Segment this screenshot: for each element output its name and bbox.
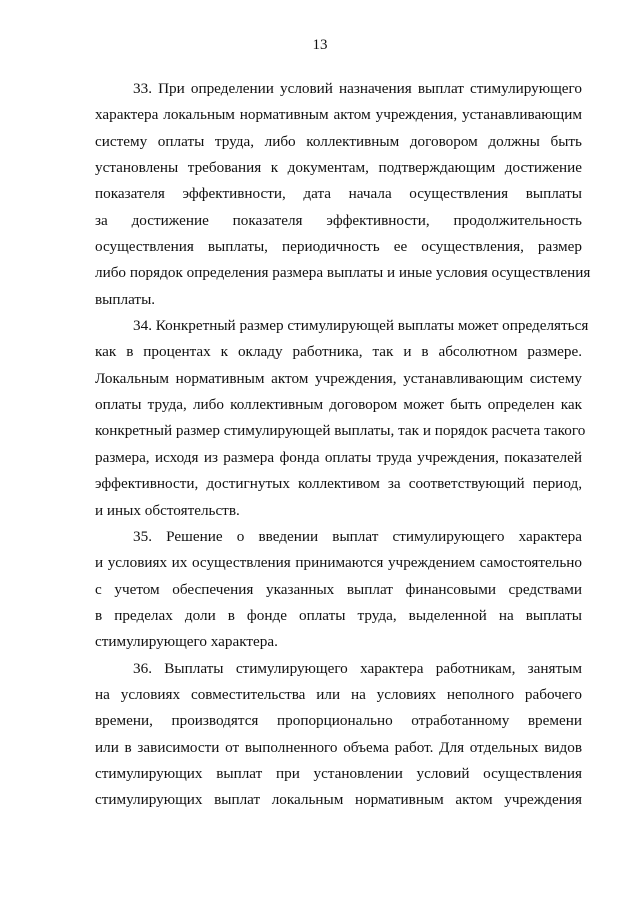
- text-line: показателя эффективности, дата начала осуществления выплаты: [95, 185, 582, 203]
- text-line: как в процентах к окладу работника, так и в абсолютном размере.: [95, 343, 582, 361]
- document-body: [95, 76, 591, 814]
- text-line: за достижение показателя эффективности, продолжительность: [95, 211, 582, 229]
- text-line: 33. При определении условий назначения выплат стимулирующего: [133, 80, 582, 97]
- text-line: 34. Конкретный размер стимулирующей выплаты может определяться: [133, 317, 589, 335]
- text-line: в пределах доли в фонде оплаты труда, выделенной на выплаты: [95, 606, 582, 624]
- text-line: осуществления выплаты, периодичность ее осуществления, размер: [95, 238, 582, 256]
- text-line: 35. Решение о введении выплат стимулирующего характера: [133, 527, 582, 545]
- text-line: оплаты труда, либо коллективным договором может быть определен как: [95, 396, 582, 414]
- text-line: стимулирующих выплат локальным нормативным актом учреждения: [95, 791, 582, 809]
- text-line: эффективности, достигнутых коллективом за соответствующий период,: [95, 475, 582, 493]
- text-line: установлены требования к документам, подтверждающим достижение: [95, 159, 582, 177]
- text-line: с учетом обеспечения указанных выплат финансовыми средствами: [95, 580, 582, 598]
- text-line: конкретный размер стимулирующей выплаты, так и порядок расчета такого: [95, 422, 586, 440]
- text-line: и иных обстоятельств.: [95, 501, 240, 519]
- text-line: и условиях их осуществления принимаются учреждением самостоятельно: [95, 554, 582, 572]
- page-number: 13: [312, 37, 328, 53]
- paragraph-34: [95, 313, 589, 524]
- text-line: или в зависимости от выполненного объема работ. Для отдельных видов: [95, 738, 582, 756]
- text-line: выплаты.: [95, 290, 156, 308]
- text-line: систему оплаты труда, либо коллективным договором должны быть: [95, 132, 582, 150]
- text-line: стимулирующих выплат при установлении условий осуществления: [95, 764, 582, 782]
- text-line: 36. Выплаты стимулирующего характера работникам, занятым: [133, 659, 582, 677]
- text-line: Локальным нормативным актом учреждения, устанавливающим систему: [95, 369, 582, 387]
- paragraph-35: [95, 524, 582, 656]
- text-line: стимулирующего характера.: [95, 633, 278, 651]
- text-line: размера, исходя из размера фонда оплаты труда учреждения, показателей: [95, 448, 582, 466]
- paragraph-33: [95, 76, 591, 313]
- text-line: характера локальным нормативным актом учреждения, устанавливающим: [95, 106, 582, 124]
- text-line: либо порядок определения размера выплаты и иные условия осуществления: [95, 264, 591, 282]
- paragraph-36: [95, 656, 582, 814]
- text-line: на условиях совместительства или на условиях неполного рабочего: [95, 685, 582, 703]
- text-line: времени, производятся пропорционально отработанному времени: [95, 712, 582, 730]
